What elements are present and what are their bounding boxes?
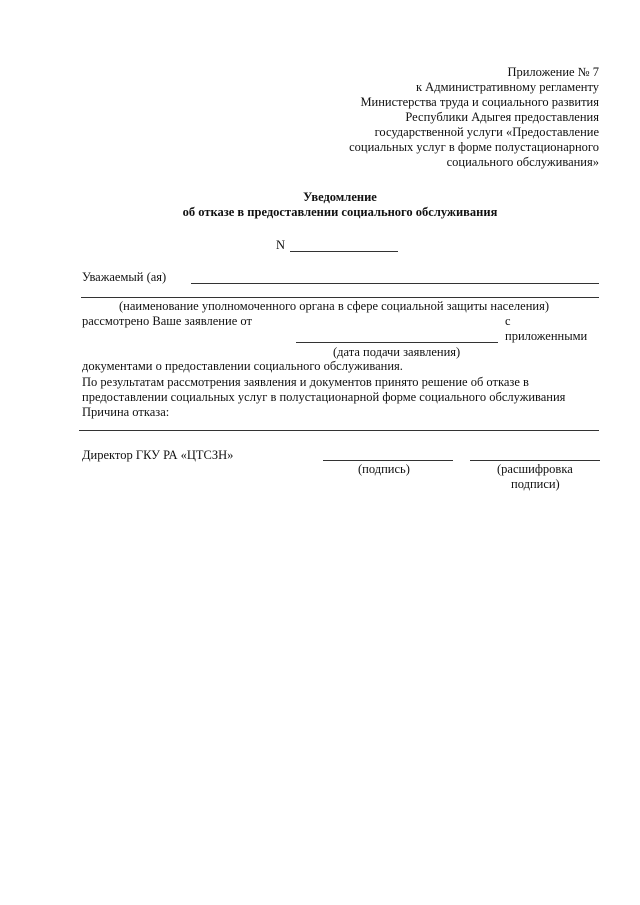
- header-line-4: Республики Адыгея предоставления: [405, 110, 599, 124]
- reason-label: Причина отказа:: [82, 405, 170, 419]
- with-text: с: [505, 314, 511, 328]
- header-line-1: Приложение № 7: [507, 65, 599, 79]
- organization-line: [81, 297, 599, 298]
- greeting-label: Уважаемый (ая): [82, 270, 167, 284]
- considered-text: рассмотрено Ваше заявление от: [82, 314, 252, 328]
- number-label: N: [276, 238, 286, 252]
- date-caption: (дата подачи заявления): [333, 345, 461, 359]
- application-date-line: [296, 342, 498, 343]
- header-line-2: к Административному регламенту: [415, 80, 599, 94]
- document-title: Уведомление: [303, 190, 377, 204]
- reason-line: [79, 430, 599, 431]
- signature-decode-caption-2: подписи): [511, 477, 560, 491]
- header-line-6: социальных услуг в форме полустационарного: [349, 140, 599, 154]
- result-text-1: По результатам рассмотрения заявления и документов принято решение об отказе в: [82, 375, 529, 389]
- result-text-2: предоставлении социальных услуг в полустационарной форме социального обслуживания: [82, 390, 566, 404]
- documents-text: документами о предоставлении социального обслуживания.: [82, 359, 403, 373]
- signature-decode-caption-1: (расшифровка: [497, 462, 573, 476]
- director-title: Директор ГКУ РА «ЦТСЗН»: [82, 448, 234, 462]
- header-line-7: социального обслуживания»: [446, 155, 599, 169]
- attached-text: приложенными: [505, 329, 588, 343]
- signature-decode-line: [470, 460, 600, 461]
- recipient-name-line: [191, 283, 599, 284]
- header-line-5: государственной услуги «Предоставление: [374, 125, 599, 139]
- header-line-3: Министерства труда и социального развития: [360, 95, 599, 109]
- document-subtitle: об отказе в предоставлении социального обслуживания: [182, 205, 498, 219]
- organization-caption: (наименование уполномоченного органа в сфере социальной защиты населения): [119, 299, 549, 313]
- signature-caption: (подпись): [358, 462, 410, 476]
- signature-line: [323, 460, 453, 461]
- number-field-line: [290, 251, 398, 252]
